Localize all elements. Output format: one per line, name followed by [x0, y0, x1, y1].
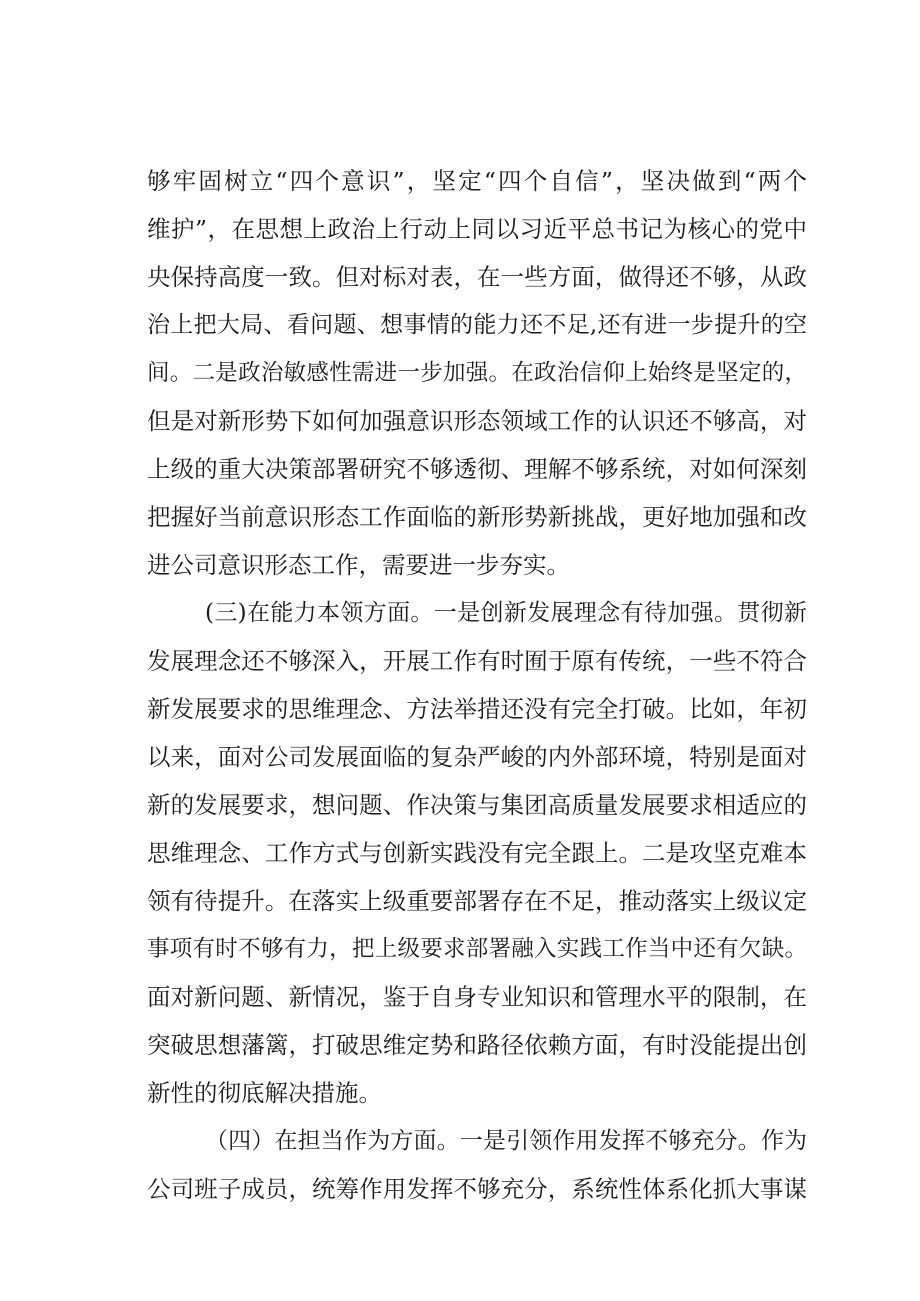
text-line: 央保持高度一致。但对标对表，在一些方面，做得还不够，从政 [147, 263, 807, 291]
text-line: 思维理念、工作方式与创新实践没有完全跟上。二是攻坚克难本 [147, 839, 807, 867]
text-line: 间。二是政治敏感性需进一步加强。在政治信仰上始终是坚定的， [147, 360, 807, 386]
text-line: 治上把大局、看问题、想事情的能力还不足,还有进一步提升的空 [147, 312, 807, 338]
text-line: 新性的彻底解决措施。 [147, 1079, 382, 1107]
text-line: 以来，面对公司发展面临的复杂严峻的内外部环境，特别是面对 [147, 743, 807, 771]
paragraph-heading-4: （四）在担当作为方面。一是引领作用发挥不够充分。作为 [205, 1128, 807, 1154]
text-line: 面对新问题、新情况，鉴于自身专业知识和管理水平的限制，在 [147, 983, 807, 1011]
text-line: 领有待提升。在落实上级重要部署存在不足，推动落实上级议定 [147, 887, 807, 915]
text-line: 够牢固树立“四个意识”，坚定“四个自信”，坚决做到“两个 [147, 167, 807, 195]
text-line: 新的发展要求，想问题、作决策与集团高质量发展要求相适应的 [147, 791, 807, 819]
paragraph-heading-3: (三)在能力本领方面。一是创新发展理念有待加强。贯彻新 [205, 600, 807, 626]
text-line: 事项有时不够有力，把上级要求部署融入实践工作当中还有欠缺。 [147, 936, 807, 962]
text-line: 把握好当前意识形态工作面临的新形势新挑战，更好地加强和改 [147, 503, 807, 531]
text-line: 但是对新形势下如何加强意识形态领域工作的认识还不够高，对 [147, 407, 807, 435]
text-line: 新发展要求的思维理念、方法举措还没有完全打破。比如，年初 [147, 695, 807, 723]
text-line: 维护”，在思想上政治上行动上同以习近平总书记为核心的党中 [147, 215, 807, 243]
text-line: 公司班子成员，统筹作用发挥不够充分，系统性体系化抓大事谋 [147, 1175, 807, 1203]
text-line: 突破思想藩篱，打破思维定势和路径依赖方面，有时没能提出创 [147, 1031, 807, 1059]
text-line: 发展理念还不够深入，开展工作有时囿于原有传统，一些不符合 [147, 647, 807, 675]
text-line: 进公司意识形态工作，需要进一步夯实。 [147, 551, 570, 579]
text-line: 上级的重大决策部署研究不够透彻、理解不够系统，对如何深刻 [147, 455, 807, 483]
